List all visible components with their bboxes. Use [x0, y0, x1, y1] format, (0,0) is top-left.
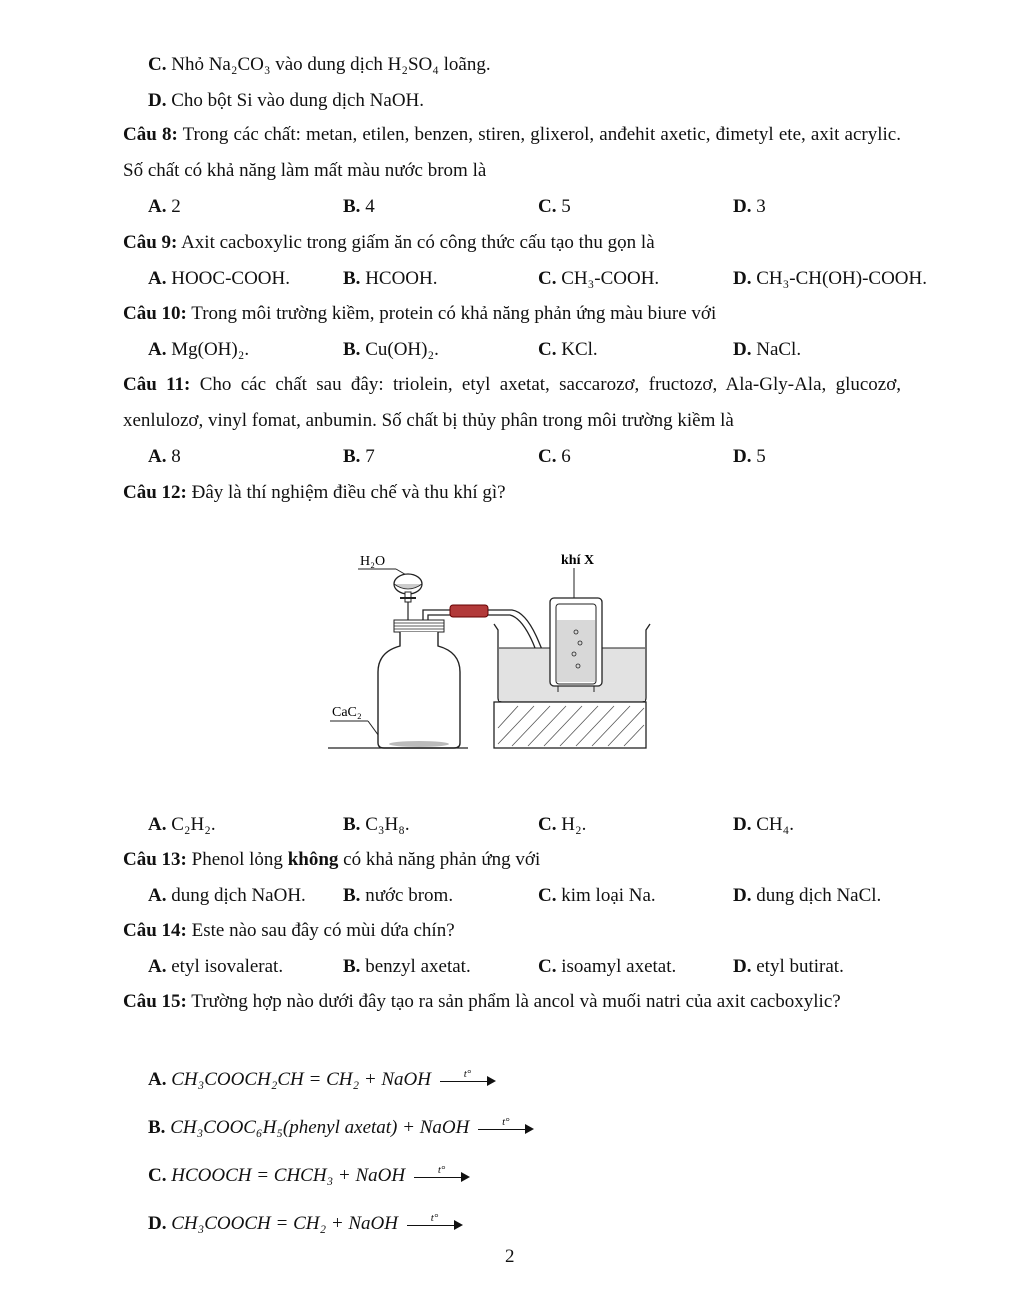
question-13: Câu 13: Phenol lỏng không có khả năng phản ứng với: [123, 849, 541, 870]
q9-option-d: D. CH₃-CH(OH)-COOH.: [733, 268, 927, 289]
question-14: Câu 14: Este nào sau đây có mùi dứa chín?: [123, 920, 455, 941]
gas-collection-apparatus-figure: [328, 548, 658, 758]
heat-arrow-icon: t°: [478, 1122, 534, 1136]
q10-option-d: D. NaCl.: [733, 339, 802, 360]
question-8: Câu 8: Trong các chất: metan, etilen, benzen, stiren, glixerol, anđehit axetic, đimetyl ete, axit acrylic. Số chất có khả năng làm mất màu nước brom là: [123, 124, 901, 181]
q12-option-a: A. C₂H₂.: [148, 814, 216, 835]
q15-option-b: B. CH₃COOC₆H₅(phenyl axetat) + NaOH t°: [148, 1116, 534, 1140]
q8-option-c: C. 5: [538, 196, 571, 217]
page-number: 2: [505, 1246, 515, 1267]
q11-option-b: B. 7: [343, 446, 375, 467]
q12-option-b: B. C₃H₈.: [343, 814, 410, 835]
q9-option-b: B. HCOOH.: [343, 268, 438, 289]
q13-option-b: B. nước brom.: [343, 885, 454, 906]
q8-option-d: D. 3: [733, 196, 766, 217]
heat-arrow-icon: t°: [407, 1218, 463, 1232]
q13-option-a: A. dung dịch NaOH.: [148, 885, 306, 906]
q10-option-a: A. Mg(OH)₂.: [148, 339, 250, 360]
question-9: Câu 9: Axit cacboxylic trong giấm ăn có công thức cấu tạo thu gọn là: [123, 232, 655, 253]
q14-option-d: D. etyl butirat.: [733, 956, 844, 977]
q11-option-a: A. 8: [148, 446, 181, 467]
q8-option-b: B. 4: [343, 196, 375, 217]
q10-option-b: B. Cu(OH)₂.: [343, 339, 439, 360]
q8-option-a: A. 2: [148, 196, 181, 217]
q13-option-d: D. dung dịch NaCl.: [733, 885, 882, 906]
q12-option-c: C. H₂.: [538, 814, 587, 835]
heat-arrow-icon: t°: [440, 1074, 496, 1088]
q15-option-c: C. HCOOCH = CHCH₃ + NaOH t°: [148, 1164, 470, 1188]
question-15: Câu 15: Trường hợp nào dưới đây tạo ra sản phẩm là ancol và muối natri của axit cacboxylic?: [123, 991, 841, 1012]
q14-option-a: A. etyl isovalerat.: [148, 956, 284, 977]
question-10: Câu 10: Trong môi trường kiềm, protein có khả năng phản ứng màu biure với: [123, 303, 717, 324]
question-12: Câu 12: Đây là thí nghiệm điều chế và thu khí gì?: [123, 482, 506, 503]
q12-option-d: D. CH₄.: [733, 814, 795, 835]
option-c-prev: C. Nhỏ Na₂CO₃ vào dung dịch H₂SO₄ loãng.: [148, 54, 491, 75]
q11-option-c: C. 6: [538, 446, 571, 467]
option-d-prev: D. Cho bột Si vào dung dịch NaOH.: [148, 90, 425, 111]
q15-option-d: D. CH₃COOCH = CH₂ + NaOH t°: [148, 1212, 463, 1236]
figure-label-gas: khí X: [561, 553, 595, 568]
q9-option-c: C. CH₃-COOH.: [538, 268, 660, 289]
heat-arrow-icon: t°: [414, 1170, 470, 1184]
figure-label-solid: CaC₂: [332, 705, 362, 720]
q14-option-c: C. isoamyl axetat.: [538, 956, 677, 977]
q14-option-b: B. benzyl axetat.: [343, 956, 471, 977]
q10-option-c: C. KCl.: [538, 339, 598, 360]
q13-option-c: C. kim loại Na.: [538, 885, 656, 906]
figure-label-water: H₂O: [360, 554, 386, 569]
question-11: Câu 11: Cho các chất sau đây: triolein, etyl axetat, saccarozơ, fructozơ, Ala-Gly-Ala, glucozơ, xenlulozơ, vinyl fomat, anbumin. Số chất bị thủy phân trong môi trường kiềm là: [123, 374, 902, 431]
q15-option-a: A. CH₃COOCH₂CH = CH₂ + NaOH t°: [148, 1068, 496, 1092]
q9-option-a: A. HOOC-COOH.: [148, 268, 290, 289]
q11-option-d: D. 5: [733, 446, 766, 467]
